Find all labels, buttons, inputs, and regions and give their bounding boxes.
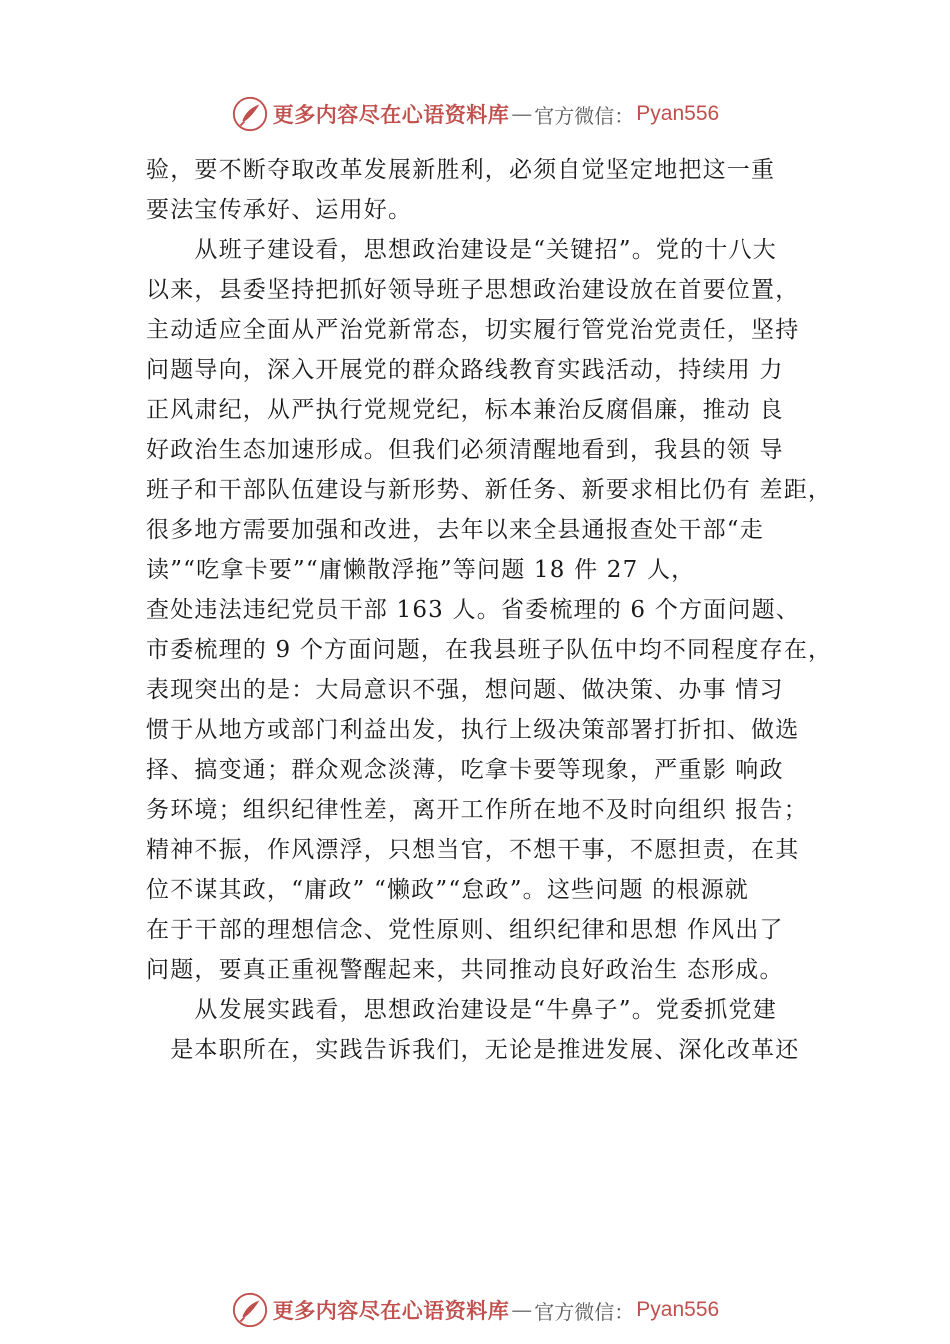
header-banner xyxy=(0,94,950,134)
text-line: 好政治生态加速形成。但我们必须清醒地看到，我县的领 导 xyxy=(146,437,784,463)
logo-icon xyxy=(231,95,269,133)
text-line: 读”“吃拿卡要”“庸懒散浮拖”等问题 18 件 27 人， xyxy=(146,557,696,583)
text-line: 很多地方需要加强和改进，去年以来全县通报查处干部“走 xyxy=(146,517,764,543)
text-line: 要法宝传承好、运用好。 xyxy=(146,197,413,223)
banner-separator: — xyxy=(511,102,533,126)
text-line: 在于干部的理想信念、党性原则、组织纪律和思想 作风出了 xyxy=(146,917,784,943)
text-line: 验，要不断夺取改革发展新胜利，必须自觉坚定地把这一重 xyxy=(146,157,776,183)
text-line: 主动适应全面从严治党新常态，切实履行管党治党责任，坚持 xyxy=(146,317,800,343)
banner-slogan: 更多内容尽在心语资料库 xyxy=(272,1298,510,1323)
text-line: 正风肃纪，从严执行党规党纪，标本兼治反腐倡廉，推动 良 xyxy=(146,397,784,423)
text-line: 表现突出的是：大局意识不强，想问题、做决策、办事 情习 xyxy=(146,677,784,703)
text-line: 从发展实践看，思想政治建设是“牛鼻子”。党委抓党建 xyxy=(146,997,777,1023)
banner-separator: — xyxy=(511,1298,533,1322)
text-line: 班子和干部队伍建设与新形势、新任务、新要求相比仍有 差距， xyxy=(146,477,833,503)
text-line: 位不谋其政，“庸政” “懒政”“怠政”。这些问题 的根源就 xyxy=(146,877,749,903)
text-line: 务环境；组织纪律性差，离开工作所在地不及时向组织 报告； xyxy=(146,797,808,823)
banner-slogan: 更多内容尽在心语资料库 xyxy=(272,102,510,127)
text-line: 从班子建设看，思想政治建设是“关键招”。党的十八大 xyxy=(146,237,777,263)
banner-wechat-label: 官方微信： xyxy=(534,103,635,128)
text-line: 择、搞变通；群众观念淡薄，吃拿卡要等现象，严重影 响政 xyxy=(146,757,784,783)
text-line: 是本职所在，实践告诉我们，无论是推进发展、深化改革还 xyxy=(146,1037,800,1063)
text-line: 惯于从地方或部门利益出发，执行上级决策部署打折扣、做选 xyxy=(146,717,800,743)
text-line: 问题导向，深入开展党的群众路线教育实践活动，持续用 力 xyxy=(146,357,784,383)
banner-wechat-id: Pyan556 xyxy=(636,1298,720,1321)
text-line: 查处违法违纪党员干部 163 人。省委梳理的 6 个方面问题、 xyxy=(146,597,800,623)
banner-wechat-label: 官方微信： xyxy=(534,1299,635,1324)
text-line: 以来，县委坚持把抓好领导班子思想政治建设放在首要位置， xyxy=(146,277,800,303)
logo-icon xyxy=(231,1291,269,1329)
text-line: 精神不振，作风漂浮，只想当官，不想干事，不愿担责，在其 xyxy=(146,837,800,863)
text-line: 问题，要真正重视警醒起来，共同推动良好政治生 态形成。 xyxy=(146,957,784,983)
banner-wechat-id: Pyan556 xyxy=(636,102,720,125)
text-line: 市委梳理的 9 个方面问题，在我县班子队伍中均不同程度存在， xyxy=(146,637,833,663)
document-body xyxy=(146,150,846,1070)
footer-banner xyxy=(0,1290,950,1330)
